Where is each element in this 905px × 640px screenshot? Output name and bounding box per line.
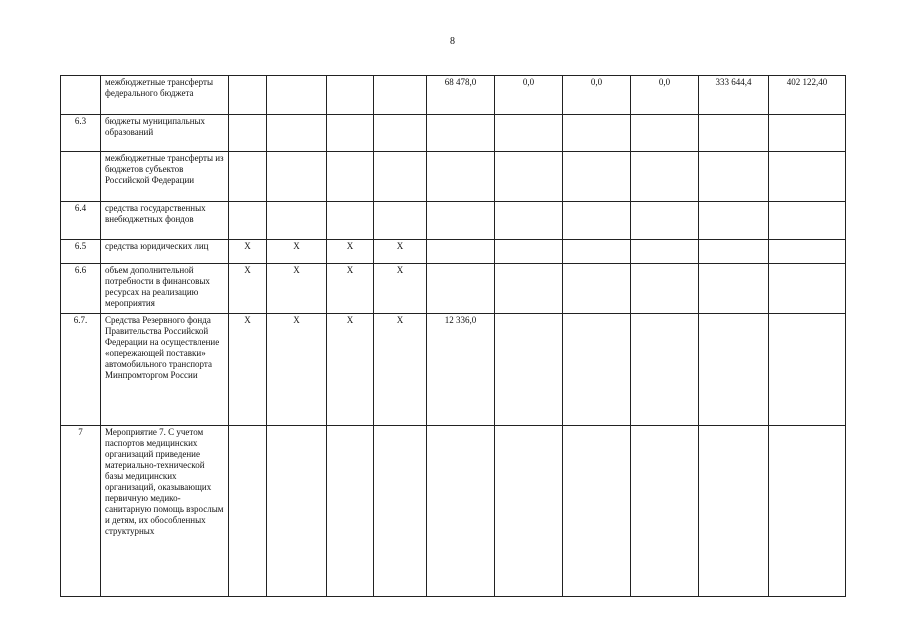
row-number	[61, 76, 101, 115]
row-name: средства государственных внебюджетных фондов	[101, 202, 229, 240]
value-cell-4	[631, 202, 699, 240]
mark-cell-2: X	[267, 240, 327, 264]
value-cell-6	[769, 264, 846, 314]
mark-cell-2	[267, 152, 327, 202]
table-row	[61, 240, 846, 264]
mark-cell-3	[327, 115, 374, 152]
value-cell-6	[769, 314, 846, 426]
mark-cell-3: X	[327, 240, 374, 264]
mark-cell-4	[374, 426, 427, 597]
value-cell-5	[699, 115, 769, 152]
value-cell-3	[563, 115, 631, 152]
value-cell-3	[563, 426, 631, 597]
value-cell-1	[427, 202, 495, 240]
mark-cell-2: X	[267, 264, 327, 314]
value-cell-5: 333 644,4	[699, 76, 769, 115]
value-cell-3	[563, 202, 631, 240]
mark-cell-4	[374, 115, 427, 152]
value-cell-2	[495, 115, 563, 152]
value-cell-4	[631, 264, 699, 314]
table-row	[61, 76, 846, 115]
value-cell-2	[495, 152, 563, 202]
mark-cell-4: X	[374, 264, 427, 314]
table-row	[61, 264, 846, 314]
mark-cell-3	[327, 76, 374, 115]
row-number: 6.4	[61, 202, 101, 240]
table-row	[61, 115, 846, 152]
row-name: межбюджетные трансферты федерального бюджета	[101, 76, 229, 115]
value-cell-4	[631, 115, 699, 152]
value-cell-1: 12 336,0	[427, 314, 495, 426]
value-cell-6	[769, 240, 846, 264]
mark-cell-3	[327, 152, 374, 202]
value-cell-3	[563, 240, 631, 264]
value-cell-6	[769, 426, 846, 597]
value-cell-2	[495, 314, 563, 426]
value-cell-4	[631, 426, 699, 597]
mark-cell-3	[327, 426, 374, 597]
mark-cell-2	[267, 115, 327, 152]
mark-cell-4	[374, 202, 427, 240]
mark-cell-1: X	[229, 264, 267, 314]
value-cell-5	[699, 240, 769, 264]
mark-cell-3	[327, 202, 374, 240]
value-cell-1	[427, 264, 495, 314]
mark-cell-3: X	[327, 264, 374, 314]
value-cell-5	[699, 426, 769, 597]
page-number: 8	[450, 36, 455, 47]
mark-cell-4	[374, 152, 427, 202]
mark-cell-1	[229, 115, 267, 152]
row-number: 6.5	[61, 240, 101, 264]
value-cell-4	[631, 314, 699, 426]
mark-cell-4	[374, 76, 427, 115]
value-cell-5	[699, 202, 769, 240]
value-cell-2	[495, 240, 563, 264]
value-cell-3	[563, 264, 631, 314]
value-cell-3	[563, 152, 631, 202]
row-number	[61, 152, 101, 202]
value-cell-1: 68 478,0	[427, 76, 495, 115]
row-name: бюджеты муниципальных образований	[101, 115, 229, 152]
mark-cell-1: X	[229, 314, 267, 426]
value-cell-3	[563, 314, 631, 426]
value-cell-1	[427, 152, 495, 202]
value-cell-5	[699, 152, 769, 202]
table-row	[61, 202, 846, 240]
value-cell-2	[495, 264, 563, 314]
row-number: 6.7.	[61, 314, 101, 426]
value-cell-1	[427, 115, 495, 152]
table-row	[61, 426, 846, 597]
mark-cell-1	[229, 426, 267, 597]
mark-cell-1	[229, 152, 267, 202]
mark-cell-1: X	[229, 240, 267, 264]
value-cell-4: 0,0	[631, 76, 699, 115]
mark-cell-1	[229, 202, 267, 240]
value-cell-4	[631, 152, 699, 202]
value-cell-2	[495, 202, 563, 240]
row-name: объем дополнительной потребности в финансовых ресурсах на реализацию мероприятия	[101, 264, 229, 314]
mark-cell-2: X	[267, 314, 327, 426]
table-body	[61, 76, 846, 597]
row-number: 6.3	[61, 115, 101, 152]
row-name: средства юридических лиц	[101, 240, 229, 264]
mark-cell-1	[229, 76, 267, 115]
value-cell-5	[699, 264, 769, 314]
mark-cell-3: X	[327, 314, 374, 426]
table-row	[61, 314, 846, 426]
mark-cell-2	[267, 202, 327, 240]
value-cell-5	[699, 314, 769, 426]
row-name: Мероприятие 7. С учетом паспортов медицинских организаций приведение материально-технической базы медицинских организаций, оказывающих первичную медико-санитарную помощь взрослым и детям, их обособленных структурных	[101, 426, 229, 597]
mark-cell-4: X	[374, 314, 427, 426]
row-name: Средства Резервного фонда Правительства Российской Федерации на осуществление «опережающей поставки» автомобильного транспорта Минпромторгом России	[101, 314, 229, 426]
value-cell-1	[427, 240, 495, 264]
value-cell-4	[631, 240, 699, 264]
table-row	[61, 152, 846, 202]
row-number: 7	[61, 426, 101, 597]
row-number: 6.6	[61, 264, 101, 314]
mark-cell-4: X	[374, 240, 427, 264]
value-cell-3: 0,0	[563, 76, 631, 115]
value-cell-2	[495, 426, 563, 597]
value-cell-6	[769, 202, 846, 240]
value-cell-1	[427, 426, 495, 597]
mark-cell-2	[267, 426, 327, 597]
budget-table	[60, 75, 846, 597]
mark-cell-2	[267, 76, 327, 115]
value-cell-6	[769, 115, 846, 152]
value-cell-6: 402 122,40	[769, 76, 846, 115]
row-name: межбюджетные трансферты из бюджетов субъектов Российской Федерации	[101, 152, 229, 202]
value-cell-2: 0,0	[495, 76, 563, 115]
value-cell-6	[769, 152, 846, 202]
